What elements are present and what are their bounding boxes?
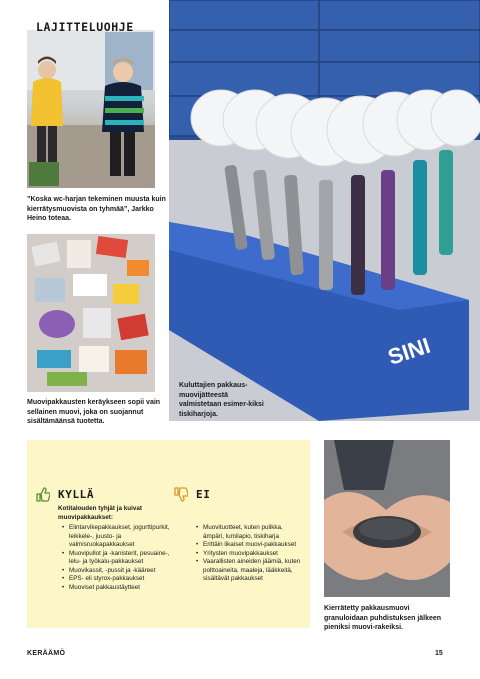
caption-brushes: Kuluttajien pakkaus-muovijätteestä valmistetaan esimer-kiksi tiskiharjoja. xyxy=(179,382,264,418)
thumbs-down-icon xyxy=(174,487,188,502)
caption-granules: Kierrätetty pakkausmuovi granuloidaan puhdistuksen jälkeen pieniksi muovi-rakeiksi. xyxy=(324,605,442,631)
caption-people: ”Koska wc-harjan tekeminen muusta kuin kierrätysmuovista on tyhmää”, Jarkko Heino toteaa. xyxy=(27,196,166,222)
list-item: • Muoviset pakkaustäytteet xyxy=(62,584,180,593)
box-logo: SINI xyxy=(384,332,434,370)
list-item: • Yritysten muovipakkaukset xyxy=(196,550,304,559)
footer-logo: KERÄÄMÖ xyxy=(27,650,66,657)
photo-dish-brushes xyxy=(169,0,480,421)
list-item: • Muovikassit, -pussit ja -kääreet xyxy=(62,567,180,576)
page-number: 15 xyxy=(435,650,443,657)
list-item: • Elintarvikepakkaukset, jogurttipurkit, leikkele-, juusto- ja valmisruokapakkaukset xyxy=(62,524,180,550)
no-list xyxy=(196,524,304,584)
list-item: • Vaarallisten aineiden jäämiä, kuten polttoaineita, maaleja, lääkkeitä, sisältävät pakkaukset xyxy=(196,558,304,584)
guide-title: LAJITTELUOHJE xyxy=(36,20,134,34)
photo-packaging-pile xyxy=(27,234,155,392)
photo-plastic-granules xyxy=(324,440,450,597)
list-item: • Muovituotteet, kuten pulikka, ämpäri, lumilapio, tiskiharja xyxy=(196,524,304,541)
caption-pile: Muovipakkausten keräykseen sopii vain sellainen muovi, joka on suojannut sisältämäänsä tuotetta. xyxy=(27,399,161,425)
list-item: • Erittäin likaiset muovi-pakkaukset xyxy=(196,541,304,550)
yes-list xyxy=(62,524,180,592)
list-item: • Muovipullot ja -kanisterit, pesuaine-, lelu- ja työkalu-pakkaukset xyxy=(62,550,180,567)
yes-heading: KYLLÄ xyxy=(58,488,95,501)
list-item: • EPS- eli styrox-pakkaukset xyxy=(62,575,180,584)
thumbs-up-icon xyxy=(36,487,50,502)
yes-subheading: Kotitalouden tyhjät ja kuivat muovipakkaukset: xyxy=(58,505,142,521)
photo-people xyxy=(27,30,155,188)
no-heading: EI xyxy=(196,488,211,501)
